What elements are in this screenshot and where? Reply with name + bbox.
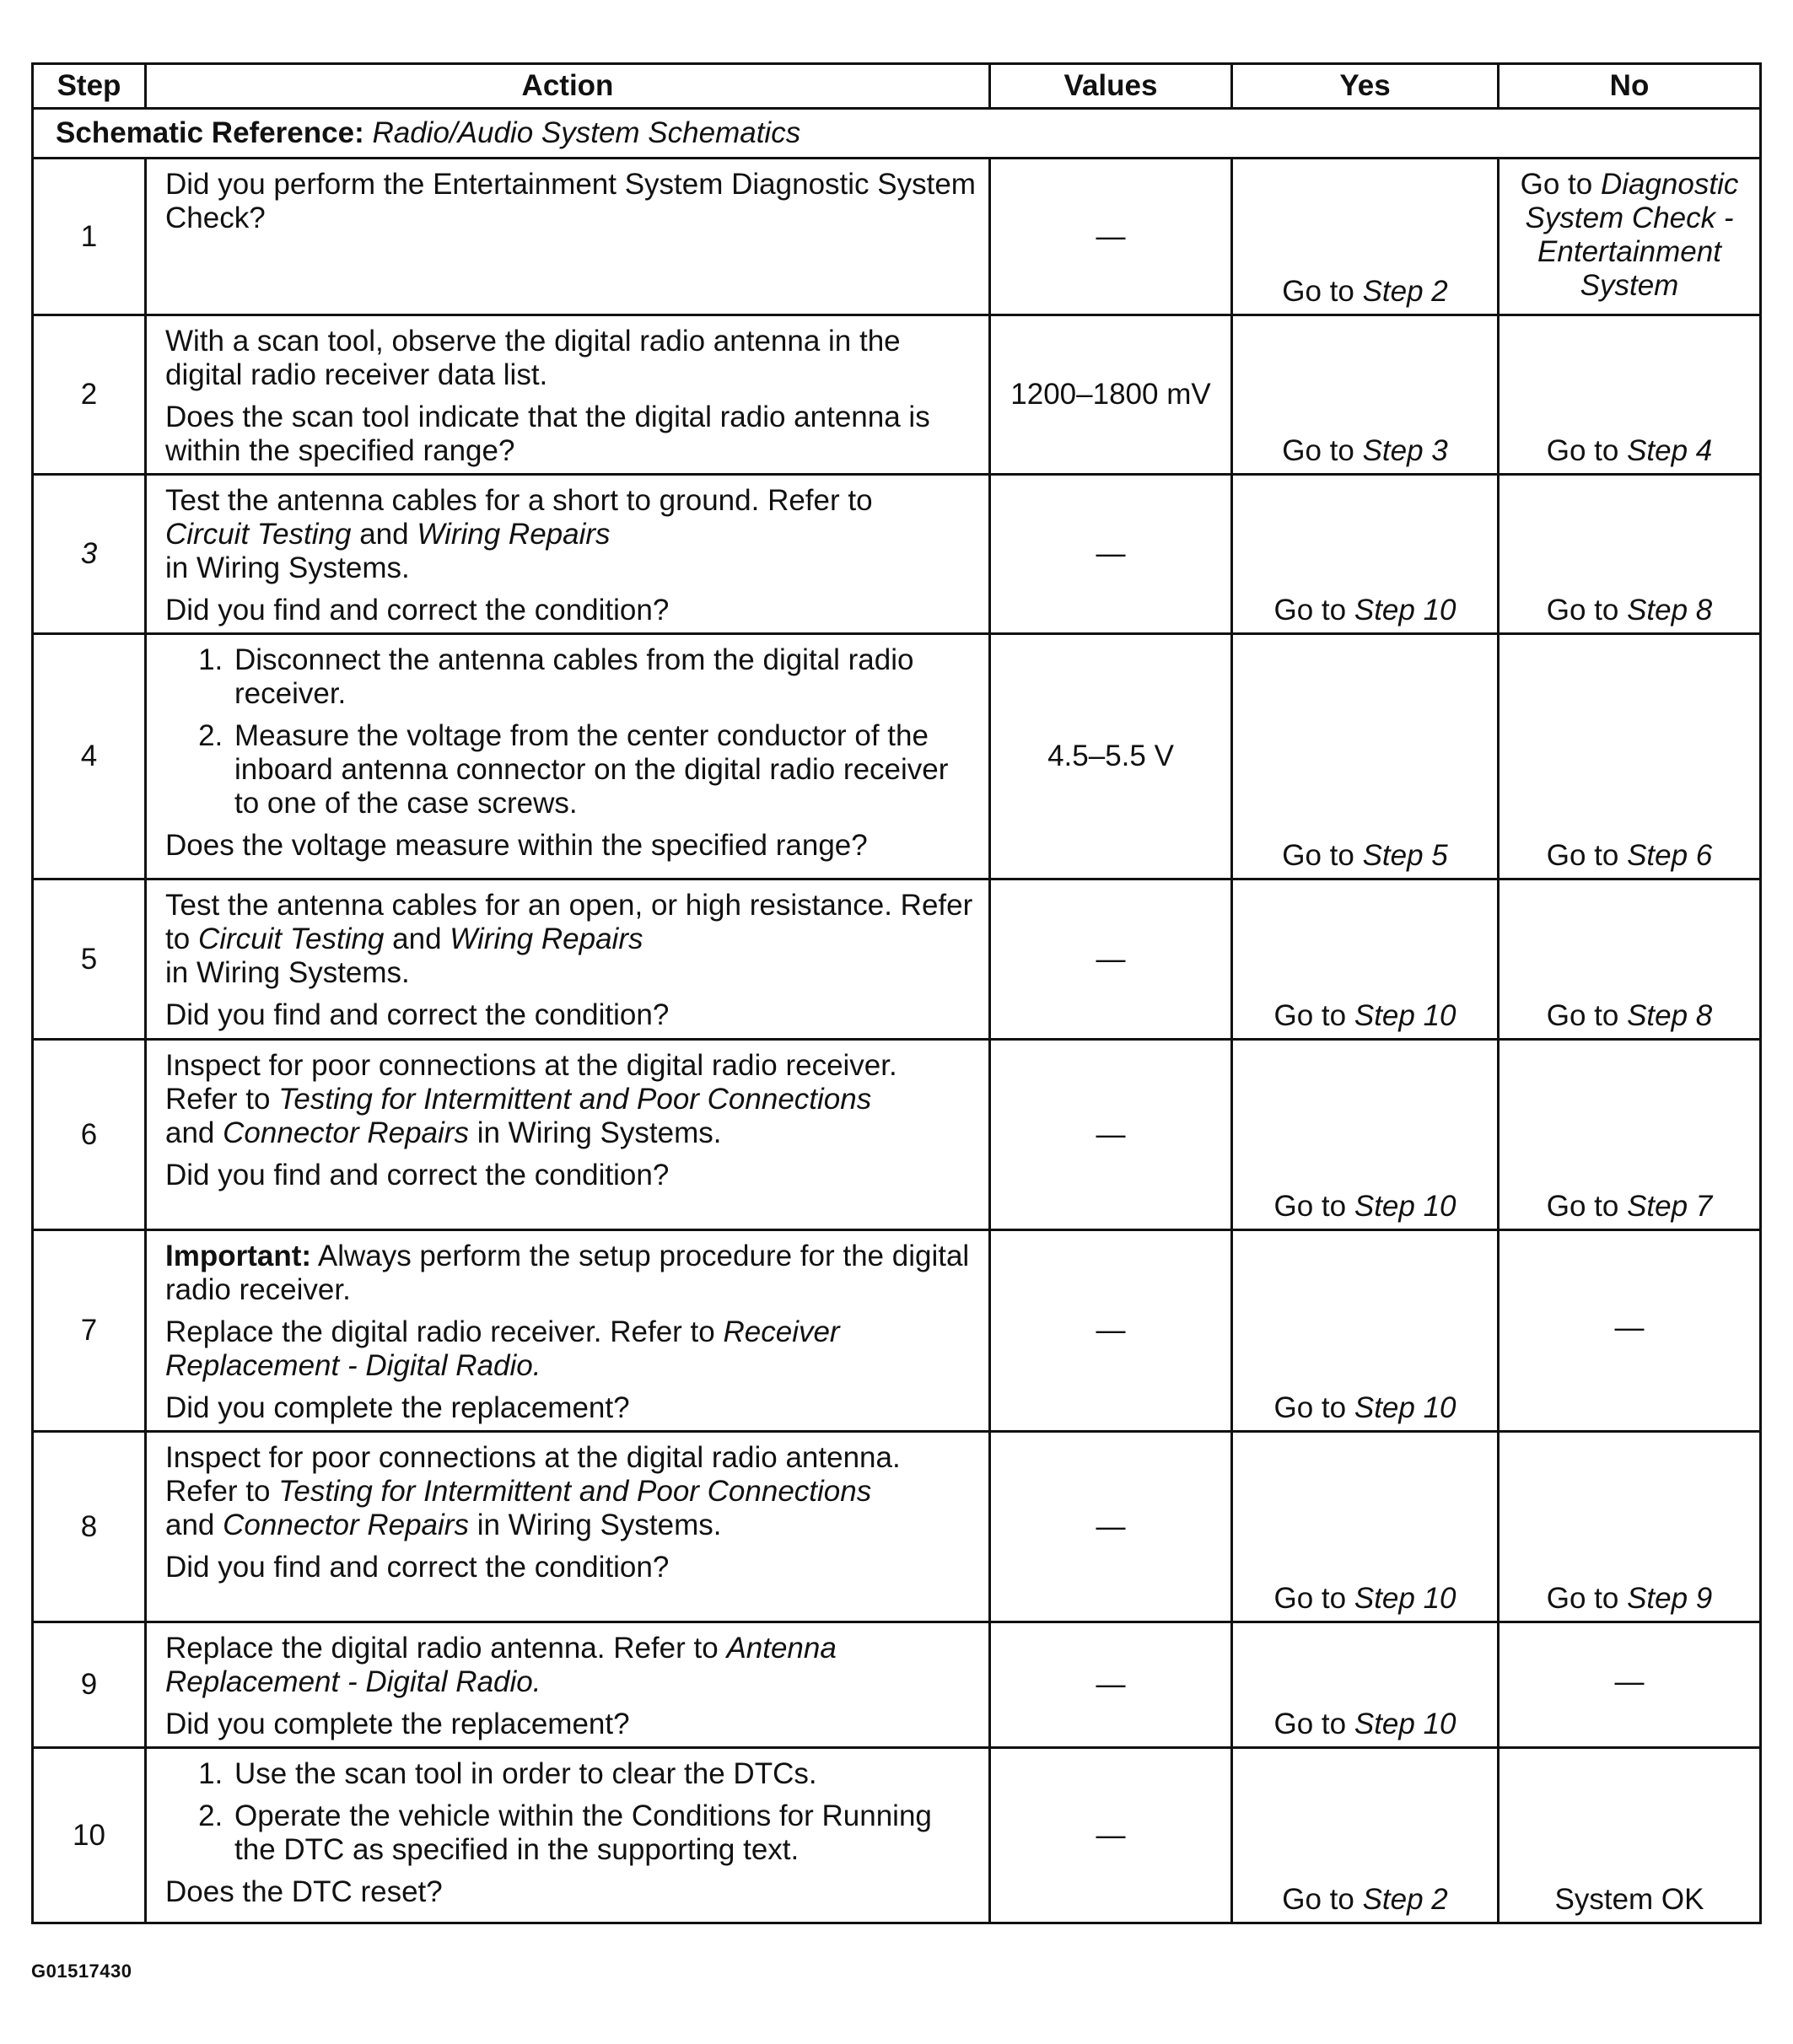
schematic-label: Schematic Reference: [56,116,364,149]
yes-cell [1232,159,1499,315]
action-question: Did you find and correct the condition? [165,594,670,627]
table-row [33,159,1761,315]
yes-step-link[interactable]: Step 10 [1354,594,1456,627]
step-number: 4 [33,634,146,879]
go-to-label: Go to [1520,168,1593,201]
yes-step-link[interactable]: Step 10 [1354,1190,1456,1223]
step-number: 7 [33,1230,146,1432]
no-cell: — [1499,1622,1761,1748]
reference-link[interactable]: Receiver Replacement - Digital Radio. [165,1315,840,1382]
go-to-label: Go to [1546,1582,1619,1615]
go-to-label: Go to [1273,1708,1347,1740]
action-question: Did you complete the replacement? [165,1708,630,1740]
yes-cell [1232,879,1499,1040]
schematic-reference-row [33,109,1761,159]
go-to-label: Go to [1273,1391,1347,1424]
important-label: Important: [165,1240,312,1272]
no-cell [1499,634,1761,879]
schematic-link[interactable]: Radio/Audio System Schematics [372,116,801,149]
no-cell [1499,1432,1761,1622]
no-step-link[interactable]: Step 8 [1627,594,1713,627]
no-step-link[interactable]: Step 7 [1627,1190,1713,1223]
table-row [33,1622,1761,1748]
no-step-link[interactable]: Diagnostic System Check - Entertainment System [1525,168,1739,302]
table-row [33,1040,1761,1230]
go-to-label: Go to [1282,434,1354,467]
yes-step-link[interactable]: Step 10 [1354,1708,1456,1740]
yes-cell [1232,475,1499,634]
go-to-label: Go to [1546,594,1619,627]
reference-link[interactable]: Circuit Testing [165,518,352,551]
step-number: 1 [33,159,146,315]
action-instruction: With a scan tool, observe the digital radio antenna in the digital radio receiver data list. [165,325,901,391]
go-to-label: Go to [1546,999,1619,1032]
action-cell [146,1230,990,1432]
go-to-label: Go to [1546,434,1619,467]
action-instruction: Test the antenna cables for a short to ground. Refer to Circuit Testing and Wiring Repairs in Wiring Systems. [165,484,873,584]
action-cell [146,159,990,315]
list-item: 2. Measure the voltage from the center conductor of the inboard antenna connector on the digital radio receiver to one of the case screws. [231,719,977,820]
yes-cell [1232,1622,1499,1748]
values-cell: — [990,1230,1232,1432]
values-cell: 4.5–5.5 V [990,634,1232,879]
reference-link[interactable]: Connector Repairs [223,1116,469,1149]
yes-step-link[interactable]: Step 2 [1362,1883,1448,1916]
action-question: Does the DTC reset? [165,1875,443,1908]
table-row [33,879,1761,1040]
no-cell [1499,159,1761,315]
values-cell: — [990,475,1232,634]
procedure-list [165,643,977,820]
diagnostic-table [31,62,1762,1924]
list-item: 1. Disconnect the antenna cables from the digital radio receiver. [231,643,977,711]
step-number: 6 [33,1040,146,1230]
yes-cell [1232,1040,1499,1230]
yes-cell [1232,634,1499,879]
step-number: 2 [33,315,146,475]
list-item: 2. Operate the vehicle within the Conditions for Running the DTC as specified in the supporting text. [231,1799,977,1867]
no-cell: — [1499,1230,1761,1432]
values-cell: — [990,879,1232,1040]
list-item: 1. Use the scan tool in order to clear the DTCs. [231,1757,977,1791]
go-to-label: Go to [1273,1190,1347,1223]
action-cell [146,1748,990,1923]
go-to-label: Go to [1546,839,1619,872]
reference-link[interactable]: Wiring Repairs [417,518,611,551]
action-question: Did you find and correct the condition? [165,1159,670,1191]
go-to-label: Go to [1282,1883,1354,1916]
no-step-link[interactable]: Step 6 [1627,839,1713,872]
no-cell [1499,315,1761,475]
table-row [33,1230,1761,1432]
schematic-reference [33,109,1761,159]
action-instruction: Replace the digital radio receiver. Refer to Receiver Replacement - Digital Radio. [165,1315,840,1382]
step-number: 10 [33,1748,146,1923]
reference-link[interactable]: Testing for Intermittent and Poor Connections [278,1083,872,1116]
action-question: Did you perform the Entertainment System Diagnostic System Check? [165,168,976,234]
no-cell [1499,879,1761,1040]
action-question: Does the scan tool indicate that the digital radio antenna is within the specified range? [165,401,930,467]
values-cell: — [990,1748,1232,1923]
values-cell: — [990,1432,1232,1622]
figure-id: G01517430 [31,1961,132,1982]
reference-link[interactable]: Connector Repairs [223,1509,469,1541]
action-instruction: Replace the digital radio antenna. Refer to Antenna Replacement - Digital Radio. [165,1632,837,1698]
header-no: No [1499,64,1761,109]
header-action: Action [146,64,990,109]
go-to-label: Go to [1273,1582,1347,1615]
action-instruction: Inspect for poor connections at the digital radio receiver. Refer to Testing for Intermittent and Poor Connections and Connector Repairs in Wiring Systems. [165,1049,897,1149]
go-to-label: Go to [1273,999,1347,1032]
action-question: Did you complete the replacement? [165,1391,630,1424]
reference-link[interactable]: Circuit Testing [197,922,385,955]
go-to-label: Go to [1546,1190,1619,1223]
yes-step-link[interactable]: Step 5 [1362,839,1448,872]
reference-link[interactable]: Wiring Repairs [450,922,643,955]
values-cell: — [990,159,1232,315]
header-step: Step [33,64,146,109]
yes-step-link[interactable]: Step 10 [1354,1391,1456,1424]
go-to-label: Go to [1273,594,1347,627]
no-cell [1499,475,1761,634]
action-question: Did you find and correct the condition? [165,998,670,1031]
action-cell [146,475,990,634]
action-question: Did you find and correct the condition? [165,1551,670,1584]
no-cell: System OK [1499,1748,1761,1923]
yes-cell [1232,1230,1499,1432]
table-row [33,475,1761,634]
yes-cell [1232,315,1499,475]
yes-step-link[interactable]: Step 10 [1354,1582,1456,1615]
table-row [33,1748,1761,1923]
step-number: 3 [33,475,146,634]
no-step-link[interactable]: Step 8 [1627,999,1713,1032]
action-instruction: Test the antenna cables for an open, or high resistance. Refer to Circuit Testing and Wiring Repairs in Wiring Systems. [165,889,973,989]
values-cell: — [990,1040,1232,1230]
yes-cell [1232,1748,1499,1923]
table-row [33,1432,1761,1622]
action-cell [146,634,990,879]
table-row [33,315,1761,475]
header-row [33,64,1761,109]
yes-step-link[interactable]: Step 10 [1354,999,1456,1032]
step-number: 9 [33,1622,146,1748]
go-to-label: Go to [1282,275,1354,308]
action-cell [146,1040,990,1230]
reference-link[interactable]: Antenna Replacement - Digital Radio. [165,1632,837,1698]
action-cell [146,879,990,1040]
go-to-label: Go to [1282,839,1354,872]
yes-step-link[interactable]: Step 3 [1362,434,1448,467]
action-instruction: Inspect for poor connections at the digital radio antenna. Refer to Testing for Intermittent and Poor Connections and Connector Repairs in Wiring Systems. [165,1441,901,1541]
action-cell [146,1622,990,1748]
action-question: Does the voltage measure within the specified range? [165,829,868,862]
no-step-link[interactable]: Step 9 [1627,1582,1713,1615]
step-number: 8 [33,1432,146,1622]
no-step-link[interactable]: Step 4 [1627,434,1713,467]
step-number: 5 [33,879,146,1040]
important-note: Important: Always perform the setup procedure for the digital radio receiver. [165,1240,970,1306]
header-yes: Yes [1232,64,1499,109]
reference-link[interactable]: Testing for Intermittent and Poor Connections [278,1475,872,1508]
header-values: Values [990,64,1232,109]
no-cell [1499,1040,1761,1230]
procedure-list [165,1757,977,1867]
action-cell [146,315,990,475]
values-cell: 1200–1800 mV [990,315,1232,475]
action-cell [146,1432,990,1622]
values-cell: — [990,1622,1232,1748]
table-row [33,634,1761,879]
yes-step-link[interactable]: Step 2 [1362,275,1448,308]
yes-cell [1232,1432,1499,1622]
